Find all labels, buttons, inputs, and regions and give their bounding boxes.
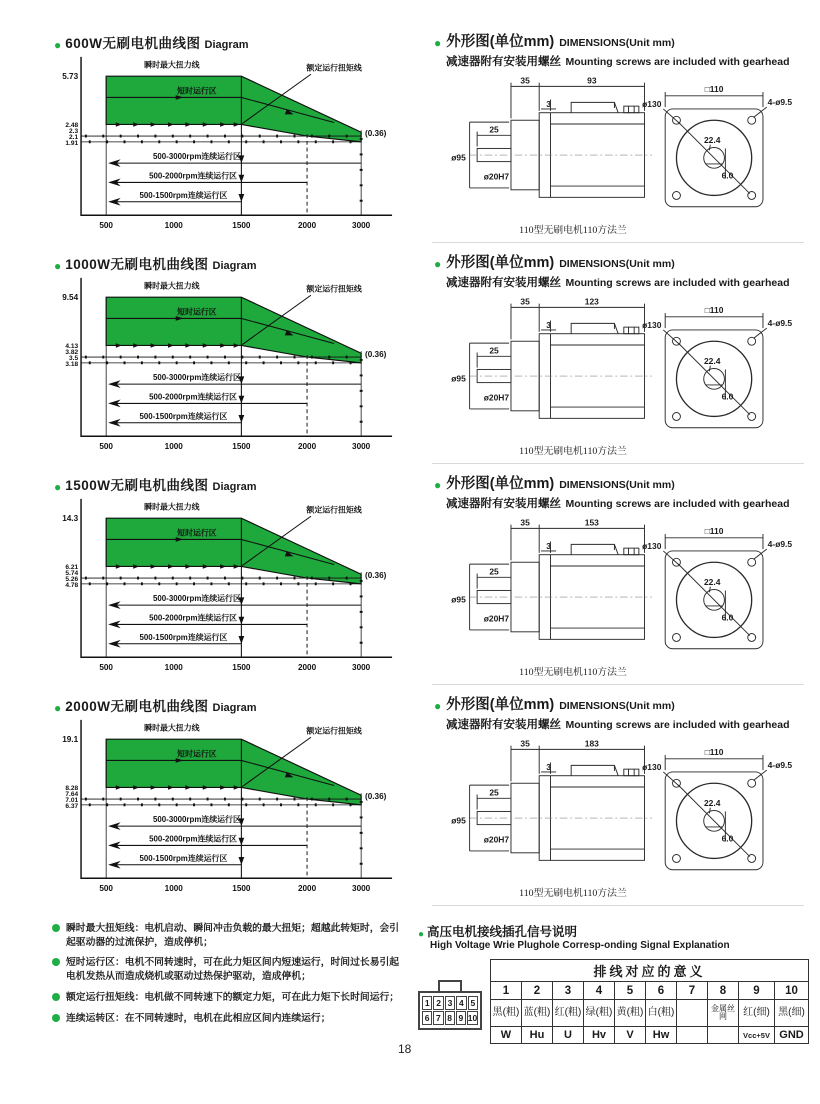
y-level-label: 3.82	[65, 349, 79, 357]
connector-pin: 3	[445, 996, 455, 1010]
dim-front-length: 35	[520, 517, 530, 528]
y-peak-label: 19.1	[62, 735, 79, 745]
dimensions-title-en: DIMENSIONS(Unit mm)	[559, 258, 675, 270]
y-peak-label: 5.73	[62, 72, 79, 82]
green-dot-icon: ●	[54, 259, 62, 273]
chart-title	[54, 695, 430, 715]
dimensions-title-cn: 外形图(单位mm)	[446, 697, 555, 713]
end-value-label: (0.36)	[365, 129, 387, 139]
connector-pin: 7	[433, 1011, 443, 1025]
table-cell: 5	[615, 982, 646, 1000]
chart-title-en: Diagram	[212, 481, 257, 493]
product-row	[52, 30, 814, 251]
wiring-title-en: High Voltage Wrie Plughole Corresp-onding Signal Explanation	[430, 940, 730, 951]
dim-holes: 4-ø9.5	[767, 539, 793, 550]
table-cell: GND	[775, 1027, 809, 1044]
table-cell: 10	[775, 982, 809, 1000]
pin-number-row	[491, 982, 809, 1000]
signal-row	[491, 1027, 809, 1044]
plug-connector-diagram	[418, 980, 482, 1030]
max-line-label: 瞬时最大扭力线	[144, 281, 200, 291]
short-zone-label: 短时运行区	[177, 307, 217, 317]
connector-pin: 5	[468, 996, 478, 1010]
end-value-label: (0.36)	[365, 350, 387, 360]
dimensions-header	[434, 693, 804, 714]
dimensions-title-cn: 外形图(单位mm)	[446, 34, 555, 50]
dim-flange: 3	[546, 762, 551, 773]
x-tick-label: 1000	[164, 441, 183, 451]
zone-label-1500: 500-1500rpm连续运行区	[139, 190, 228, 200]
dimensions-subtitle-cn: 减速器附有安装用螺丝	[446, 277, 561, 289]
chart-title	[54, 253, 430, 273]
end-value-label: (0.36)	[365, 792, 387, 802]
dim-square-flange: □110	[704, 747, 724, 758]
y-level-label: 2.48	[65, 121, 79, 129]
green-dot-icon	[52, 924, 60, 932]
table-cell: Vcc+5V	[739, 1027, 775, 1044]
zone-label-2000: 500-2000rpm连续运行区	[149, 613, 238, 623]
x-tick-label: 3000	[352, 883, 371, 893]
zone-label-3000: 500-3000rpm连续运行区	[153, 815, 241, 825]
dim-shaft-diameter: ø20H7	[483, 171, 510, 182]
note-item	[52, 922, 408, 949]
torque-curve-chart	[52, 495, 424, 693]
note-text: 瞬时最大扭矩线：电机启动、瞬间冲击负载的最大扭矩；超越此转矩时，会引起驱动器的过流保护，造成停机；	[66, 923, 400, 948]
dim-square-flange: □110	[704, 84, 724, 95]
dim-body-length: 153	[584, 517, 599, 528]
x-tick-label: 1000	[164, 220, 183, 230]
connector-pin: 8	[445, 1011, 455, 1025]
x-tick-label: 2000	[297, 662, 317, 672]
dim-key-depth: 6.0	[721, 391, 734, 402]
torque-curve-chart	[52, 274, 424, 472]
dimensions-subtitle-cn: 减速器附有安装用螺丝	[446, 719, 561, 731]
dimension-drawing	[432, 515, 794, 680]
dim-key-width: 22.4	[703, 134, 721, 145]
table-cell: U	[553, 1027, 584, 1044]
dim-bolt-circle: ø130	[642, 320, 662, 331]
y-peak-label: 14.3	[62, 514, 79, 524]
table-cell: 9	[739, 982, 775, 1000]
dimensions-title-en: DIMENSIONS(Unit mm)	[559, 700, 675, 712]
dimensions-section	[432, 251, 804, 464]
note-item	[52, 991, 408, 1005]
connector-pin: 2	[433, 996, 443, 1010]
note-item	[52, 956, 408, 983]
table-cell: 6	[646, 982, 677, 1000]
zone-label-3000: 500-3000rpm连续运行区	[153, 373, 241, 383]
table-cell: 红(粗)	[553, 1000, 584, 1027]
table-cell: V	[615, 1027, 646, 1044]
x-tick-label: 2000	[297, 441, 317, 451]
x-tick-label: 1500	[232, 662, 251, 672]
table-cell: W	[491, 1027, 522, 1044]
dimensions-title-en: DIMENSIONS(Unit mm)	[559, 37, 675, 49]
x-tick-label: 500	[99, 662, 113, 672]
dim-bolt-circle: ø130	[642, 99, 662, 110]
dimension-drawing	[432, 73, 794, 238]
notes-list	[52, 922, 408, 1032]
dim-shaft-diameter: ø20H7	[483, 392, 510, 403]
dim-front-length: 35	[520, 296, 530, 307]
dim-body-length: 93	[587, 75, 597, 86]
chart-title-cn: 1500W无刷电机曲线图	[65, 478, 209, 493]
wiring-body	[418, 959, 814, 1044]
dimensions-subtitle-en: Mounting screws are included with gearhead	[565, 719, 790, 731]
table-cell: Hw	[646, 1027, 677, 1044]
table-cell: Hu	[522, 1027, 553, 1044]
motor-curve-section	[52, 693, 430, 914]
connector-pin: 10	[467, 1013, 478, 1023]
dim-body-diameter: ø95	[451, 373, 466, 384]
wiring-section	[418, 922, 814, 1044]
table-cell: 3	[553, 982, 584, 1000]
x-tick-label: 500	[99, 441, 113, 451]
max-line-label: 瞬时最大扭力线	[144, 502, 200, 512]
table-cell: 蓝(粗)	[522, 1000, 553, 1027]
dimensions-subtitle	[446, 715, 804, 733]
y-level-label: 1.91	[65, 140, 79, 148]
wiring-table-title: 排线对应的意义	[491, 960, 809, 982]
dim-key-width: 22.4	[703, 576, 721, 587]
zone-label-3000: 500-3000rpm连续运行区	[153, 152, 241, 162]
product-row	[52, 693, 814, 914]
zone-label-1500: 500-1500rpm连续运行区	[139, 411, 228, 421]
dimensions-subtitle	[446, 273, 804, 291]
dimensions-title-cn: 外形图(单位mm)	[446, 476, 555, 492]
y-level-label: 6.21	[65, 563, 79, 571]
table-cell: 黑(粗)	[491, 1000, 522, 1027]
wiring-title	[418, 922, 814, 940]
table-cell: 8	[708, 982, 739, 1000]
short-zone-label: 短时运行区	[177, 749, 217, 759]
table-cell: 黑(细)	[775, 1000, 809, 1027]
max-line-label: 瞬时最大扭力线	[144, 723, 200, 733]
note-text: 短时运行区：电机不同转速时，可在此力矩区间内短速运行，时间过长易引起电机发热从而造成烧机或驱动过热保护驱动，造成停机；	[66, 957, 400, 983]
dim-square-flange: □110	[704, 526, 724, 537]
motor-curve-section	[52, 30, 430, 251]
dim-shaft-length: 25	[489, 787, 499, 798]
dimensions-section	[432, 30, 804, 243]
short-zone-label: 短时运行区	[177, 528, 217, 538]
y-level-label: 2.3	[69, 128, 79, 136]
x-tick-label: 3000	[352, 220, 371, 230]
dim-flange: 3	[546, 99, 551, 110]
table-cell: 4	[584, 982, 615, 1000]
chart-title-en: Diagram	[212, 260, 257, 272]
y-level-label: 5.74	[65, 570, 79, 578]
zone-label-1500: 500-1500rpm连续运行区	[139, 853, 228, 863]
x-tick-label: 1500	[232, 220, 251, 230]
drawing-caption: 110型无刷电机110方法兰	[519, 667, 627, 679]
zone-label-2000: 500-2000rpm连续运行区	[149, 834, 238, 844]
table-cell	[677, 1027, 708, 1044]
zone-label-1500: 500-1500rpm连续运行区	[139, 632, 228, 642]
max-line-label: 瞬时最大扭力线	[144, 60, 200, 70]
wiring-title-cn: 高压电机接线插孔信号说明	[427, 925, 578, 939]
connector-row-top	[422, 996, 478, 1010]
dim-key-width: 22.4	[703, 797, 721, 808]
table-cell: 红(细)	[739, 1000, 775, 1027]
y-level-label: 3.5	[69, 354, 79, 362]
dimensions-subtitle	[446, 52, 804, 70]
chart-title-cn: 600W无刷电机曲线图	[65, 36, 201, 51]
dim-holes: 4-ø9.5	[767, 97, 793, 108]
dim-holes: 4-ø9.5	[767, 760, 793, 771]
page-number: 18	[398, 1042, 412, 1056]
green-dot-icon: ●	[54, 38, 62, 52]
operating-region	[106, 76, 361, 142]
note-item	[52, 1012, 408, 1026]
bottom-section	[52, 922, 814, 1044]
y-level-label: 7.64	[65, 791, 79, 799]
wiring-table	[490, 959, 809, 1044]
dim-shaft-length: 25	[489, 566, 499, 577]
drawing-caption: 110型无刷电机110方法兰	[519, 225, 627, 237]
dim-shaft-diameter: ø20H7	[483, 834, 510, 845]
x-tick-label: 1500	[232, 441, 251, 451]
connector-row-bottom	[422, 1011, 478, 1025]
dimensions-subtitle-en: Mounting screws are included with gearhead	[565, 277, 790, 289]
short-zone-label: 短时运行区	[177, 86, 217, 96]
product-rows	[52, 30, 814, 914]
dim-body-length: 183	[584, 738, 599, 749]
green-dot-icon: ●	[54, 701, 62, 715]
dim-body-diameter: ø95	[451, 594, 466, 605]
drawing-caption: 110型无刷电机110方法兰	[519, 888, 627, 900]
table-cell: 黄(粗)	[615, 1000, 646, 1027]
connector-pin: 4	[456, 996, 466, 1010]
x-tick-label: 2000	[297, 220, 317, 230]
dimensions-subtitle	[446, 494, 804, 512]
dim-flange: 3	[546, 320, 551, 331]
zone-label-2000: 500-2000rpm连续运行区	[149, 392, 238, 402]
table-cell: 绿(粗)	[584, 1000, 615, 1027]
x-tick-label: 1000	[164, 883, 183, 893]
chart-title	[54, 32, 430, 52]
dim-front-length: 35	[520, 75, 530, 86]
torque-curve-chart	[52, 716, 424, 914]
green-dot-icon: ●	[418, 929, 425, 940]
table-cell: 7	[677, 982, 708, 1000]
dimensions-header	[434, 251, 804, 272]
dim-key-depth: 6.0	[721, 833, 734, 844]
connector-body	[418, 991, 482, 1030]
x-tick-label: 1500	[232, 883, 251, 893]
table-cell	[708, 1027, 739, 1044]
dim-square-flange: □110	[704, 305, 724, 316]
motor-curve-section	[52, 251, 430, 472]
dimensions-title-en: DIMENSIONS(Unit mm)	[559, 479, 675, 491]
chart-title-en: Diagram	[212, 702, 257, 714]
table-cell: Hv	[584, 1027, 615, 1044]
x-tick-label: 500	[99, 883, 113, 893]
zone-label-3000: 500-3000rpm连续运行区	[153, 594, 241, 604]
table-cell	[677, 1000, 708, 1027]
rated-line-label: 额定运行扭矩线	[306, 284, 362, 294]
green-dot-icon: ●	[434, 36, 442, 50]
y-level-label: 2.1	[69, 133, 79, 141]
table-cell: 金属丝网	[708, 1000, 739, 1027]
wire-color-row	[491, 1000, 809, 1027]
dimensions-subtitle-en: Mounting screws are included with gearhead	[565, 498, 790, 510]
green-dot-icon	[52, 1014, 60, 1022]
note-text: 额定运行扭矩线：电机做不同转速下的额定力矩，可在此力矩下长时间运行；	[66, 991, 400, 1003]
connector-pin: 9	[456, 1011, 466, 1025]
dim-holes: 4-ø9.5	[767, 318, 793, 329]
connector-clip-icon	[438, 980, 462, 991]
dim-key-depth: 6.0	[721, 170, 734, 181]
dim-bolt-circle: ø130	[642, 541, 662, 552]
drawing-caption: 110型无刷电机110方法兰	[519, 446, 627, 458]
zone-label-2000: 500-2000rpm连续运行区	[149, 171, 238, 181]
dimensions-header	[434, 30, 804, 51]
connector-pin: 6	[422, 1011, 432, 1025]
green-dot-icon: ●	[434, 478, 442, 492]
dim-flange: 3	[546, 541, 551, 552]
dim-body-diameter: ø95	[451, 152, 466, 163]
rated-line-label: 额定运行扭矩线	[306, 726, 362, 736]
rated-line-label: 额定运行扭矩线	[306, 63, 362, 73]
green-dot-icon: ●	[434, 699, 442, 713]
dimension-drawing	[432, 294, 794, 459]
y-level-label: 5.26	[65, 575, 79, 583]
product-row	[52, 472, 814, 693]
x-tick-label: 3000	[352, 441, 371, 451]
dim-body-length: 123	[584, 296, 599, 307]
motor-curve-section	[52, 472, 430, 693]
dim-shaft-diameter: ø20H7	[483, 613, 510, 624]
operating-region	[106, 518, 361, 584]
y-level-label: 8.28	[65, 784, 79, 792]
y-peak-label: 9.54	[62, 293, 79, 303]
dimensions-subtitle-cn: 减速器附有安装用螺丝	[446, 56, 561, 68]
green-dot-icon: ●	[54, 480, 62, 494]
dim-bolt-circle: ø130	[642, 762, 662, 773]
end-value-label: (0.36)	[365, 571, 387, 581]
green-dot-icon: ●	[434, 257, 442, 271]
dimensions-title-cn: 外形图(单位mm)	[446, 255, 555, 271]
y-level-label: 3.18	[65, 361, 79, 369]
y-level-label: 4.78	[65, 582, 79, 590]
x-tick-label: 2000	[297, 883, 317, 893]
y-level-label: 6.37	[65, 803, 79, 811]
dim-key-width: 22.4	[703, 355, 721, 366]
dim-key-depth: 6.0	[721, 612, 734, 623]
x-tick-label: 3000	[352, 662, 371, 672]
table-cell: 白(粗)	[646, 1000, 677, 1027]
green-dot-icon	[52, 958, 60, 966]
dim-shaft-length: 25	[489, 124, 499, 135]
operating-region	[106, 297, 361, 363]
y-level-label: 4.13	[65, 342, 79, 350]
torque-curve-chart	[52, 53, 424, 251]
green-dot-icon	[52, 993, 60, 1001]
chart-title	[54, 474, 430, 494]
dim-shaft-length: 25	[489, 345, 499, 356]
dim-body-diameter: ø95	[451, 815, 466, 826]
chart-title-en: Diagram	[204, 39, 249, 51]
x-tick-label: 1000	[164, 662, 183, 672]
chart-title-cn: 1000W无刷电机曲线图	[65, 257, 209, 272]
x-tick-label: 500	[99, 220, 113, 230]
note-text: 连续运转区：在不同转速时，电机在此相应区间内连续运行；	[66, 1012, 331, 1024]
connector-pin: 1	[422, 996, 432, 1010]
operating-region	[106, 739, 361, 805]
product-row	[52, 251, 814, 472]
dim-front-length: 35	[520, 738, 530, 749]
dimensions-section	[432, 693, 804, 906]
dimensions-subtitle-cn: 减速器附有安装用螺丝	[446, 498, 561, 510]
dimensions-subtitle-en: Mounting screws are included with gearhead	[565, 56, 790, 68]
table-cell: 1	[491, 982, 522, 1000]
table-cell: 2	[522, 982, 553, 1000]
dimension-drawing	[432, 736, 794, 901]
rated-line-label: 额定运行扭矩线	[306, 505, 362, 515]
dimensions-header	[434, 472, 804, 493]
y-level-label: 7.01	[65, 796, 79, 804]
chart-title-cn: 2000W无刷电机曲线图	[65, 699, 209, 714]
dimensions-section	[432, 472, 804, 685]
